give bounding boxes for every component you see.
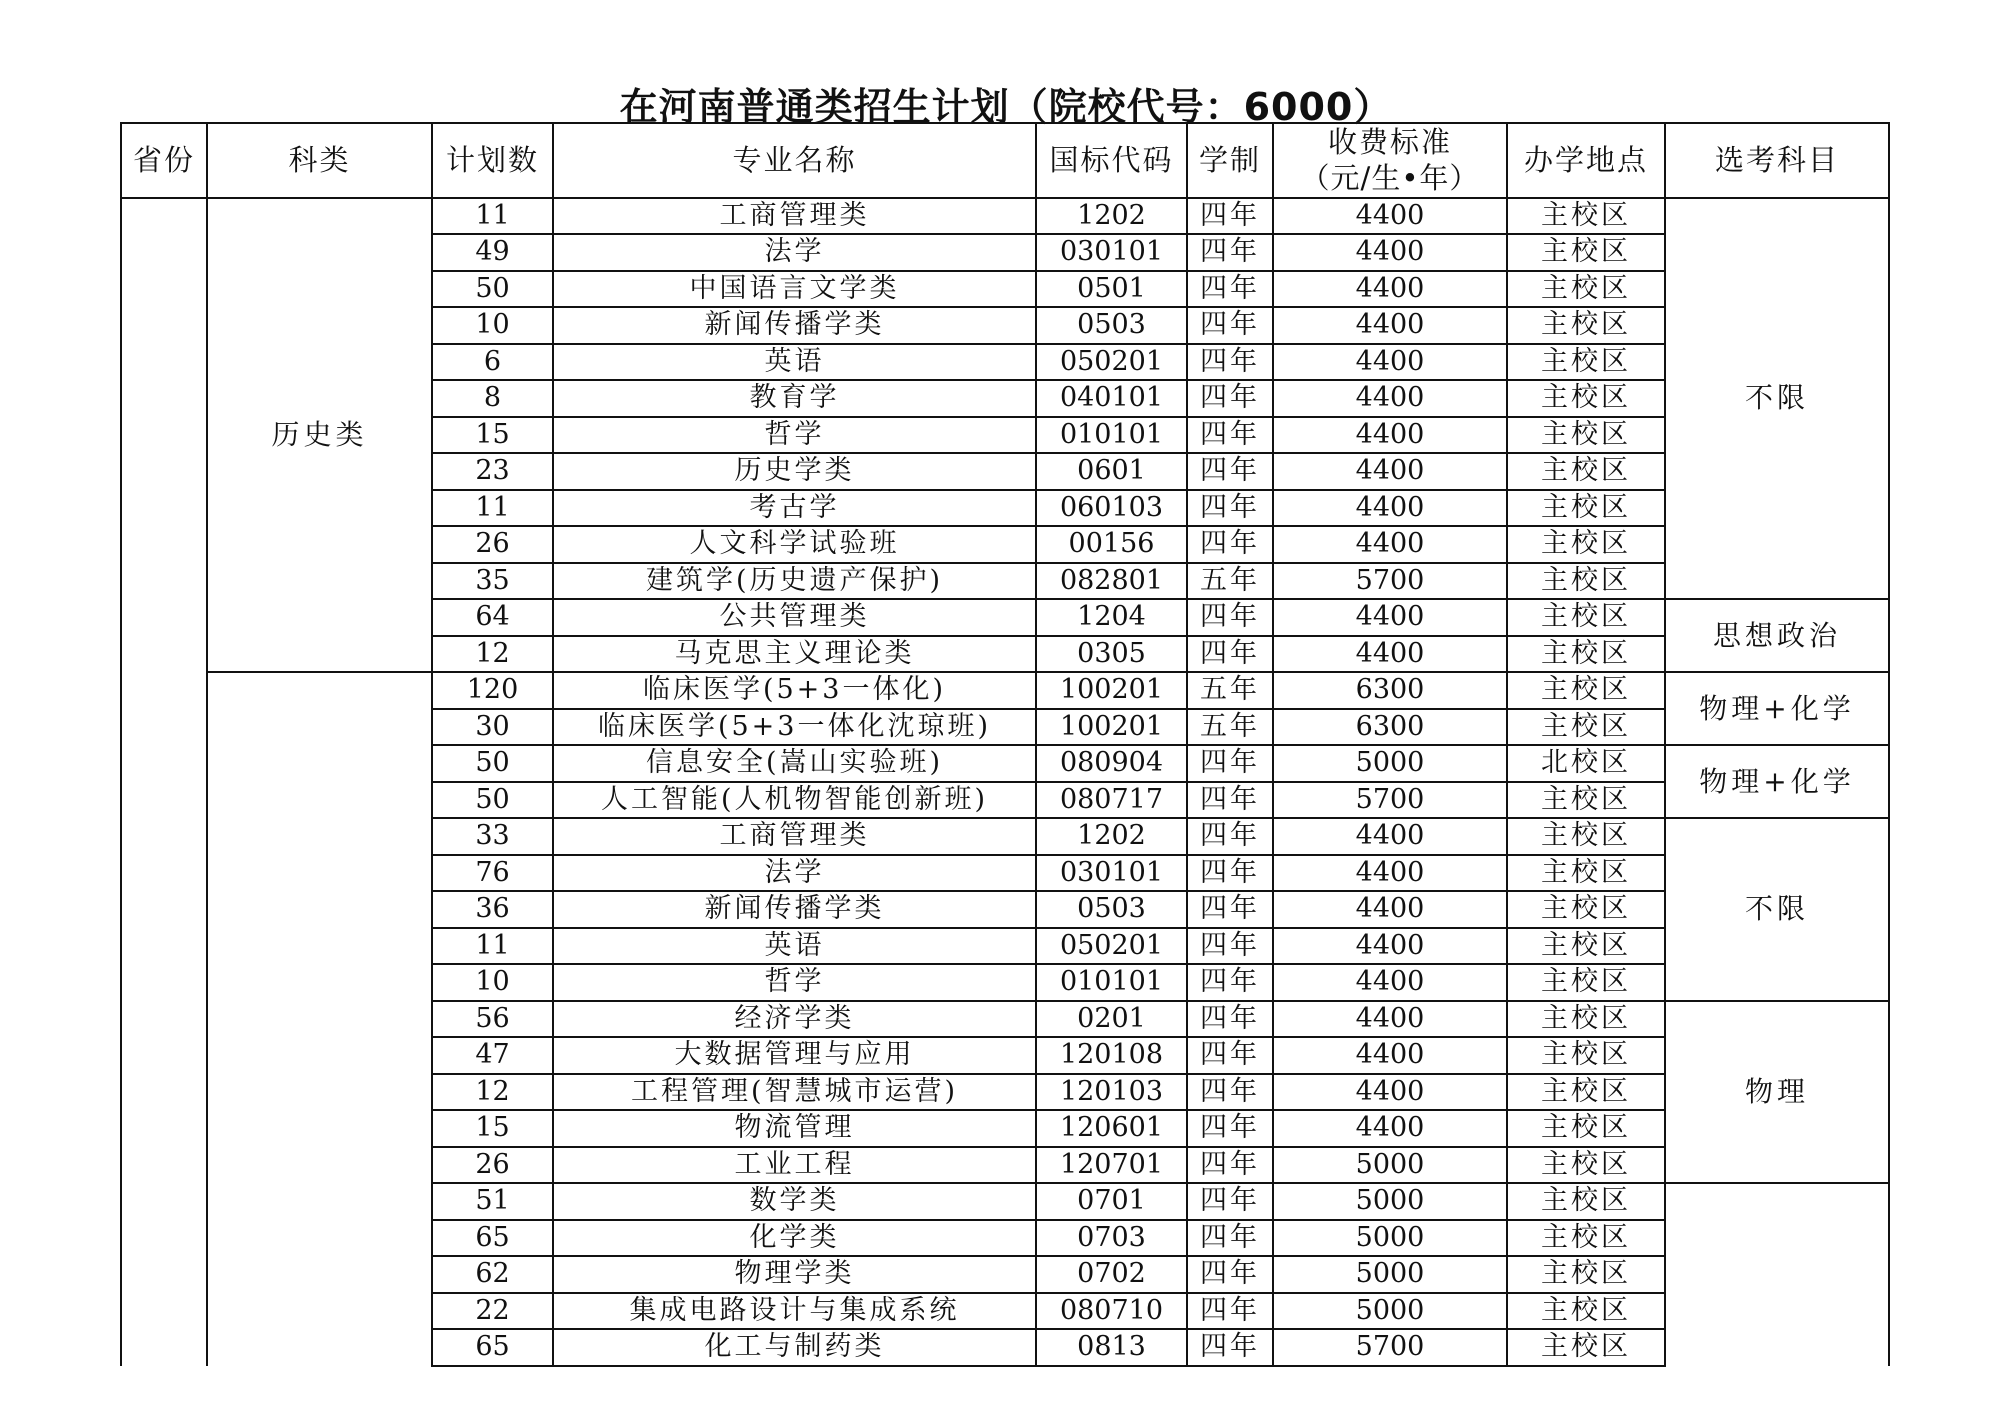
plan-count-cell: 36 (432, 891, 553, 928)
fee-cell: 5700 (1273, 1329, 1507, 1366)
campus-cell: 主校区 (1507, 563, 1665, 600)
plan-count-cell: 11 (432, 928, 553, 965)
duration-cell: 四年 (1187, 271, 1273, 308)
major-name-cell: 马克思主义理论类 (553, 636, 1036, 673)
code-cell: 100201 (1036, 672, 1187, 709)
major-name-cell: 英语 (553, 928, 1036, 965)
major-name-cell: 集成电路设计与集成系统 (553, 1293, 1036, 1330)
fee-cell: 4400 (1273, 891, 1507, 928)
plan-count-cell: 8 (432, 380, 553, 417)
fee-cell: 5000 (1273, 1293, 1507, 1330)
fee-cell: 4400 (1273, 198, 1507, 235)
subjects-cell: 物理 (1665, 1001, 1889, 1184)
major-name-cell: 法学 (553, 855, 1036, 892)
duration-cell: 四年 (1187, 1037, 1273, 1074)
code-cell: 00156 (1036, 526, 1187, 563)
code-cell: 1204 (1036, 599, 1187, 636)
code-cell: 0701 (1036, 1183, 1187, 1220)
campus-cell: 主校区 (1507, 271, 1665, 308)
duration-cell: 四年 (1187, 855, 1273, 892)
duration-cell: 四年 (1187, 818, 1273, 855)
code-cell: 010101 (1036, 964, 1187, 1001)
plan-count-cell: 12 (432, 636, 553, 673)
fee-cell: 5000 (1273, 1147, 1507, 1184)
major-name-cell: 人工智能(人机物智能创新班) (553, 782, 1036, 819)
header-fee (1273, 123, 1507, 198)
code-cell: 1202 (1036, 198, 1187, 235)
major-name-cell: 公共管理类 (553, 599, 1036, 636)
duration-cell: 四年 (1187, 1110, 1273, 1147)
major-name-cell: 建筑学(历史遗产保护) (553, 563, 1036, 600)
campus-cell: 主校区 (1507, 855, 1665, 892)
header-fee-line2: （元/生•年） (1300, 161, 1480, 196)
campus-cell: 主校区 (1507, 1293, 1665, 1330)
code-cell: 080717 (1036, 782, 1187, 819)
campus-cell: 主校区 (1507, 928, 1665, 965)
fee-cell: 5000 (1273, 745, 1507, 782)
duration-cell: 四年 (1187, 636, 1273, 673)
duration-cell: 四年 (1187, 745, 1273, 782)
code-cell: 0503 (1036, 891, 1187, 928)
campus-cell: 主校区 (1507, 672, 1665, 709)
major-name-cell: 历史学类 (553, 453, 1036, 490)
plan-count-cell: 26 (432, 526, 553, 563)
duration-cell: 四年 (1187, 891, 1273, 928)
major-name-cell: 物理学类 (553, 1256, 1036, 1293)
fee-cell: 4400 (1273, 1074, 1507, 1111)
plan-count-cell: 11 (432, 198, 553, 235)
fee-cell: 4400 (1273, 1001, 1507, 1038)
major-name-cell: 考古学 (553, 490, 1036, 527)
fee-cell: 4400 (1273, 271, 1507, 308)
major-name-cell: 工商管理类 (553, 818, 1036, 855)
code-cell: 120108 (1036, 1037, 1187, 1074)
fee-cell: 5000 (1273, 1183, 1507, 1220)
province-cell (121, 198, 207, 1366)
duration-cell: 四年 (1187, 234, 1273, 271)
campus-cell: 主校区 (1507, 636, 1665, 673)
duration-cell: 四年 (1187, 526, 1273, 563)
document-title-text: 在河南普通类招生计划（院校代号：6000） (619, 85, 1393, 129)
code-cell: 0503 (1036, 307, 1187, 344)
plan-count-cell: 35 (432, 563, 553, 600)
header-category: 科类 (207, 123, 432, 198)
plan-count-cell: 50 (432, 271, 553, 308)
fee-cell: 4400 (1273, 417, 1507, 454)
major-name-cell: 经济学类 (553, 1001, 1036, 1038)
plan-count-cell: 120 (432, 672, 553, 709)
fee-cell: 4400 (1273, 490, 1507, 527)
campus-cell: 主校区 (1507, 417, 1665, 454)
fee-cell: 5700 (1273, 782, 1507, 819)
fee-cell: 4400 (1273, 964, 1507, 1001)
code-cell: 0501 (1036, 271, 1187, 308)
plan-count-cell: 50 (432, 782, 553, 819)
header-province: 省份 (121, 123, 207, 198)
campus-cell: 主校区 (1507, 307, 1665, 344)
code-cell: 120103 (1036, 1074, 1187, 1111)
code-cell: 040101 (1036, 380, 1187, 417)
fee-cell: 4400 (1273, 344, 1507, 381)
duration-cell: 四年 (1187, 490, 1273, 527)
duration-cell: 四年 (1187, 1001, 1273, 1038)
table-row (121, 672, 1889, 709)
campus-cell: 主校区 (1507, 1329, 1665, 1366)
major-name-cell: 临床医学(5+3一体化) (553, 672, 1036, 709)
plan-count-cell: 76 (432, 855, 553, 892)
duration-cell: 四年 (1187, 599, 1273, 636)
subjects-cell: 不限 (1665, 198, 1889, 600)
campus-cell: 主校区 (1507, 709, 1665, 746)
campus-cell: 主校区 (1507, 599, 1665, 636)
major-name-cell: 临床医学(5+3一体化沈琼班) (553, 709, 1036, 746)
code-cell: 060103 (1036, 490, 1187, 527)
major-name-cell: 人文科学试验班 (553, 526, 1036, 563)
fee-cell: 4400 (1273, 453, 1507, 490)
duration-cell: 四年 (1187, 344, 1273, 381)
campus-cell: 主校区 (1507, 891, 1665, 928)
duration-cell: 四年 (1187, 782, 1273, 819)
campus-cell: 主校区 (1507, 1183, 1665, 1220)
fee-cell: 5000 (1273, 1256, 1507, 1293)
code-cell: 080904 (1036, 745, 1187, 782)
plan-count-cell: 11 (432, 490, 553, 527)
major-name-cell: 数学类 (553, 1183, 1036, 1220)
fee-cell: 4400 (1273, 1110, 1507, 1147)
header-campus: 办学地点 (1507, 123, 1665, 198)
major-name-cell: 哲学 (553, 964, 1036, 1001)
plan-count-cell: 22 (432, 1293, 553, 1330)
plan-count-cell: 10 (432, 307, 553, 344)
duration-cell: 四年 (1187, 1329, 1273, 1366)
plan-count-cell: 26 (432, 1147, 553, 1184)
campus-cell: 主校区 (1507, 490, 1665, 527)
major-name-cell: 哲学 (553, 417, 1036, 454)
plan-count-cell: 64 (432, 599, 553, 636)
campus-cell: 主校区 (1507, 818, 1665, 855)
header-major-name: 专业名称 (553, 123, 1036, 198)
fee-cell: 4400 (1273, 855, 1507, 892)
campus-cell: 主校区 (1507, 1037, 1665, 1074)
campus-cell: 主校区 (1507, 964, 1665, 1001)
enrollment-plan-table (120, 122, 1890, 1367)
campus-cell: 主校区 (1507, 1074, 1665, 1111)
code-cell: 050201 (1036, 928, 1187, 965)
code-cell: 100201 (1036, 709, 1187, 746)
code-cell: 120701 (1036, 1147, 1187, 1184)
fee-cell: 4400 (1273, 307, 1507, 344)
plan-count-cell: 12 (432, 1074, 553, 1111)
plan-count-cell: 65 (432, 1220, 553, 1257)
campus-cell: 主校区 (1507, 1220, 1665, 1257)
table-row (121, 198, 1889, 235)
plan-count-cell: 10 (432, 964, 553, 1001)
header-subjects: 选考科目 (1665, 123, 1889, 198)
code-cell: 030101 (1036, 855, 1187, 892)
fee-cell: 4400 (1273, 636, 1507, 673)
fee-cell: 4400 (1273, 526, 1507, 563)
campus-cell: 主校区 (1507, 344, 1665, 381)
code-cell: 030101 (1036, 234, 1187, 271)
plan-count-cell: 33 (432, 818, 553, 855)
major-name-cell: 化工与制药类 (553, 1329, 1036, 1366)
fee-cell: 4400 (1273, 599, 1507, 636)
plan-count-cell: 65 (432, 1329, 553, 1366)
subjects-cell: 思想政治 (1665, 599, 1889, 672)
fee-cell: 4400 (1273, 380, 1507, 417)
major-name-cell: 法学 (553, 234, 1036, 271)
code-cell: 050201 (1036, 344, 1187, 381)
fee-cell: 6300 (1273, 709, 1507, 746)
duration-cell: 四年 (1187, 1293, 1273, 1330)
major-name-cell: 物流管理 (553, 1110, 1036, 1147)
major-name-cell: 教育学 (553, 380, 1036, 417)
duration-cell: 四年 (1187, 1074, 1273, 1111)
major-name-cell: 新闻传播学类 (553, 307, 1036, 344)
major-name-cell: 工商管理类 (553, 198, 1036, 235)
fee-cell: 4400 (1273, 1037, 1507, 1074)
header-plan-count: 计划数 (432, 123, 553, 198)
subjects-cell: 物理+化学 (1665, 672, 1889, 745)
major-name-cell: 信息安全(嵩山实验班) (553, 745, 1036, 782)
duration-cell: 四年 (1187, 417, 1273, 454)
code-cell: 1202 (1036, 818, 1187, 855)
code-cell: 0201 (1036, 1001, 1187, 1038)
code-cell: 0702 (1036, 1256, 1187, 1293)
major-name-cell: 大数据管理与应用 (553, 1037, 1036, 1074)
duration-cell: 四年 (1187, 453, 1273, 490)
duration-cell: 四年 (1187, 307, 1273, 344)
fee-cell: 5000 (1273, 1220, 1507, 1257)
campus-cell: 主校区 (1507, 1001, 1665, 1038)
code-cell: 120601 (1036, 1110, 1187, 1147)
plan-count-cell: 15 (432, 417, 553, 454)
plan-count-cell: 50 (432, 745, 553, 782)
campus-cell: 主校区 (1507, 453, 1665, 490)
table-body (121, 198, 1889, 1366)
duration-cell: 四年 (1187, 964, 1273, 1001)
header-fee-line1: 收费标准 (1327, 125, 1452, 159)
code-cell: 0305 (1036, 636, 1187, 673)
duration-cell: 五年 (1187, 563, 1273, 600)
major-name-cell: 工程管理(智慧城市运营) (553, 1074, 1036, 1111)
duration-cell: 四年 (1187, 1256, 1273, 1293)
code-cell: 010101 (1036, 417, 1187, 454)
duration-cell: 四年 (1187, 1220, 1273, 1257)
duration-cell: 四年 (1187, 198, 1273, 235)
category-cell (207, 672, 432, 1366)
header-code: 国标代码 (1036, 123, 1187, 198)
plan-count-cell: 51 (432, 1183, 553, 1220)
fee-cell: 4400 (1273, 234, 1507, 271)
subjects-cell: 不限 (1665, 818, 1889, 1001)
code-cell: 082801 (1036, 563, 1187, 600)
campus-cell: 主校区 (1507, 234, 1665, 271)
plan-count-cell: 49 (432, 234, 553, 271)
duration-cell: 四年 (1187, 380, 1273, 417)
major-name-cell: 工业工程 (553, 1147, 1036, 1184)
campus-cell: 主校区 (1507, 1147, 1665, 1184)
plan-count-cell: 56 (432, 1001, 553, 1038)
fee-cell: 5700 (1273, 563, 1507, 600)
subjects-cell: 物理+化学 (1665, 745, 1889, 818)
campus-cell: 主校区 (1507, 782, 1665, 819)
plan-count-cell: 15 (432, 1110, 553, 1147)
subjects-cell (1665, 1183, 1889, 1366)
fee-cell: 4400 (1273, 928, 1507, 965)
plan-count-cell: 47 (432, 1037, 553, 1074)
major-name-cell: 化学类 (553, 1220, 1036, 1257)
duration-cell: 四年 (1187, 1183, 1273, 1220)
plan-count-cell: 30 (432, 709, 553, 746)
duration-cell: 四年 (1187, 928, 1273, 965)
header-duration: 学制 (1187, 123, 1273, 198)
major-name-cell: 中国语言文学类 (553, 271, 1036, 308)
campus-cell: 主校区 (1507, 380, 1665, 417)
code-cell: 080710 (1036, 1293, 1187, 1330)
major-name-cell: 英语 (553, 344, 1036, 381)
fee-cell: 6300 (1273, 672, 1507, 709)
header-row (121, 123, 1889, 198)
duration-cell: 四年 (1187, 1147, 1273, 1184)
code-cell: 0703 (1036, 1220, 1187, 1257)
campus-cell: 主校区 (1507, 198, 1665, 235)
major-name-cell: 新闻传播学类 (553, 891, 1036, 928)
duration-cell: 五年 (1187, 672, 1273, 709)
code-cell: 0601 (1036, 453, 1187, 490)
campus-cell: 主校区 (1507, 1110, 1665, 1147)
plan-count-cell: 23 (432, 453, 553, 490)
campus-cell: 主校区 (1507, 1256, 1665, 1293)
plan-count-cell: 62 (432, 1256, 553, 1293)
fee-cell: 4400 (1273, 818, 1507, 855)
campus-cell: 主校区 (1507, 526, 1665, 563)
plan-count-cell: 6 (432, 344, 553, 381)
category-cell: 历史类 (207, 198, 432, 673)
duration-cell: 五年 (1187, 709, 1273, 746)
campus-cell: 北校区 (1507, 745, 1665, 782)
code-cell: 0813 (1036, 1329, 1187, 1366)
